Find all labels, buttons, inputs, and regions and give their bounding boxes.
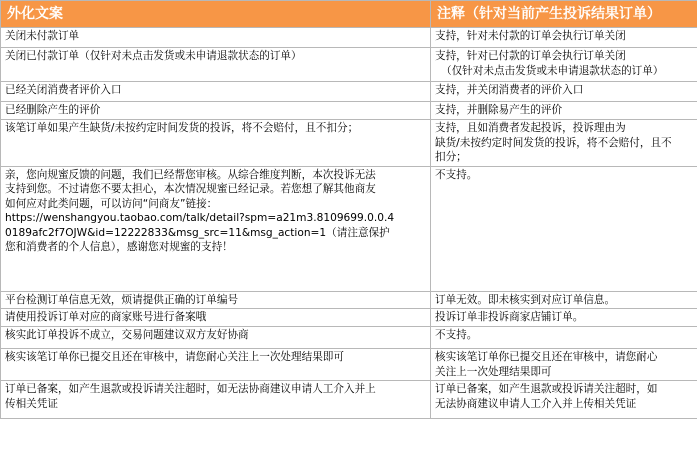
cell-text-line: 支持，且如消费者发起投诉，投诉理由为 [435,122,626,134]
cell-text-line: 支持，针对未付款的订单会执行订单关闭 [435,30,626,42]
cell-text-line: 缺货/未按约定时间发货的投诉，将不会赔付，且不 [435,136,672,149]
table-row [1,381,697,419]
cell-text-line: 请使用投诉订单对应的商家账号进行备案哦 [5,311,207,323]
annotation-cell [431,120,697,167]
cell-text-line: 亲，您向规蜜反馈的问题，我们已经帮您审核。从综合维度判断，本次投诉无法 [5,168,376,181]
cell-text-line: 如何应对此类问题，可以访问“问商友”链接： [5,197,218,210]
cell-text-line: 订单已备案，如产生退款或投诉请关注超时，如 [435,383,658,395]
cell-text-line: 关闭未付款订单 [5,30,80,42]
annotation-cell [431,102,697,120]
copy-text-cell [1,102,431,120]
copy-text-cell [1,291,431,309]
annotation-cell [431,291,697,309]
cell-text-line: 扣分； [435,151,467,163]
copy-text-cell [1,166,431,291]
header-row [1,1,697,28]
table-row [1,327,697,349]
cell-text-line: 关闭已付款订单（仅针对未点击发货或未申请退款状态的订单） [5,50,302,62]
table-row [1,48,697,82]
cell-text-line: 不支持。 [435,329,478,341]
copy-text-cell [1,28,431,48]
table-row [1,166,697,291]
cell-text-line: 该笔订单如果产生缺货/未按约定时间发货的投诉，将不会赔付，且不扣分； [5,122,359,134]
cell-text-line: 传相关凭证 [5,397,58,410]
copy-text-cell [1,381,431,419]
annotation-cell [431,327,697,349]
annotation-cell [431,48,697,82]
cell-text-line: 订单已备案，如产生退款或投诉请关注超时，如无法协商建议申请人工介入并上 [5,383,376,395]
cell-text-line: （仅针对未点击发货或未申请退款状态的订单） [441,64,664,77]
copy-text-cell [1,327,431,349]
cell-text-line: 平台检测订单信息无效，烦请提供正确的订单编号 [5,293,239,306]
cell-text-line: 您和消费者的个人信息），感谢您对规蜜的支持！ [5,241,233,253]
annotation-cell [431,28,697,48]
cell-text-line: 不支持。 [435,168,478,181]
cell-text-line: 核实此订单投诉不成立，交易问题建议双方友好协商 [5,329,249,341]
cell-text-line: 核实该笔订单你已提交且还在审核中，请您耐心 [435,351,658,363]
cell-text-line: 无法协商建议申请人工介入并上传相关凭证 [435,397,637,410]
table-body [1,28,697,419]
cell-text-line: 关注上一次处理结果即可 [435,365,552,378]
cell-text-line: 0189afc2f7OJW&id=12222833&msg_src=11&msg_action=1（请注意保护 [5,226,390,239]
header-annotation: 注释（针对当前产生投诉结果订单） [431,1,697,28]
cell-text-line: 支持到您。不过请您不要太担心，本次情况规蜜已经记录。若您想了解其他商友 [5,183,376,195]
table-row [1,102,697,120]
annotation-cell [431,349,697,381]
table-row [1,349,697,381]
cell-text-line: 支持，并删除易产生的评价 [435,104,563,116]
cell-text-line: 核实该笔订单你已提交且还在审核中，请您耐心关注上一次处理结果即可 [5,351,344,363]
annotation-cell [431,309,697,327]
annotation-cell [431,82,697,102]
annotation-cell [431,381,697,419]
cell-text-line: 已经关闭消费者评价入口 [5,84,122,96]
copy-text-cell [1,349,431,381]
cell-text-line: 已经删除产生的评价 [5,104,101,116]
copy-text-cell [1,120,431,167]
table-row [1,309,697,327]
table-row [1,120,697,167]
cell-text-line: 支持，并关闭消费者的评价入口 [435,84,584,96]
header-copy-text: 外化文案 [1,1,431,28]
copy-text-cell [1,82,431,102]
table-row [1,82,697,102]
table-row [1,291,697,309]
cell-text-line: 支持，针对已付款的订单会执行订单关闭 [435,50,626,62]
copy-text-cell [1,48,431,82]
annotation-cell [431,166,697,291]
cell-text-line: https://wenshangyou.taobao.com/talk/detail?spm=a21m3.8109699.0.0.4 [5,212,395,224]
cell-text-line: 订单无效。即未核实到对应订单信息。 [435,293,616,306]
table-row [1,28,697,48]
cell-text-line: 投诉订单非投诉商家店铺订单。 [435,311,584,323]
copy-text-cell [1,309,431,327]
